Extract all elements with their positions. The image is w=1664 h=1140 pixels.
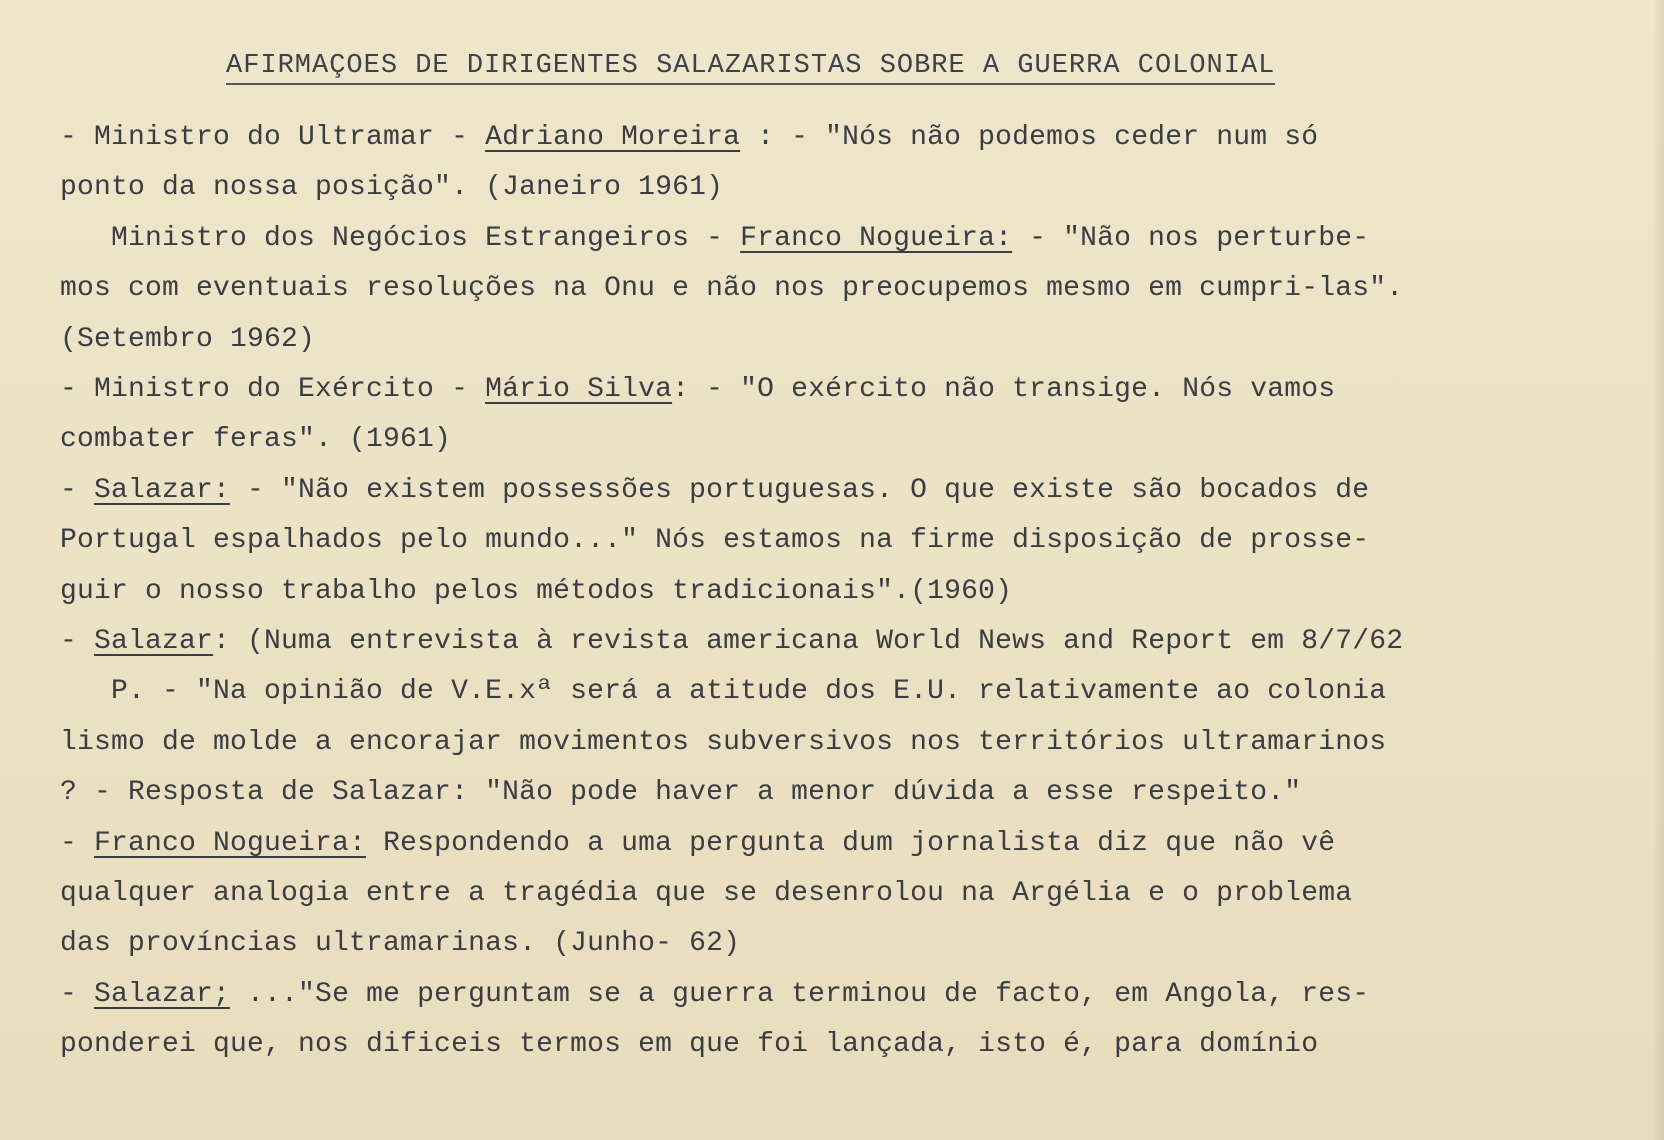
line-text: ? - Resposta de Salazar: "Não pode haver a menor dúvida a esse respeito." <box>60 777 1302 808</box>
line-text: - Ministro do Exército - <box>60 374 486 405</box>
text-line <box>60 269 1403 309</box>
line-text: : - "O exército não transige. Nós vamos <box>672 374 1336 405</box>
line-text: Respondendo a uma pergunta dum jornalista diz que não vê <box>366 828 1336 859</box>
line-text: : - "Nós não podemos ceder num só <box>740 122 1319 153</box>
line-text: - Ministro do Ultramar - <box>60 122 486 153</box>
text-line <box>60 370 1335 410</box>
text-line <box>60 521 1369 561</box>
text-line <box>60 824 1335 864</box>
underlined-name: Franco Nogueira: <box>94 828 367 859</box>
underlined-name: Mário Silva <box>485 374 673 405</box>
document-title: AFIRMAÇOES DE DIRIGENTES SALAZARISTAS SOBRE A GUERRA COLONIAL <box>226 52 1275 85</box>
line-text: ponto da nossa posição". (Janeiro 1961) <box>60 172 724 203</box>
underlined-name: Adriano Moreira <box>485 122 741 153</box>
line-text: - <box>60 626 95 657</box>
text-line <box>60 118 1318 158</box>
line-text: (Setembro 1962) <box>60 324 316 355</box>
line-text: combater feras". (1961) <box>60 424 452 455</box>
text-line <box>60 874 1352 914</box>
text-line <box>60 1025 1318 1065</box>
line-text: qualquer analogia entre a tragédia que se desenrolou na Argélia e o problema <box>60 878 1353 909</box>
line-text: - <box>60 979 95 1010</box>
text-line <box>60 572 1012 612</box>
line-text: - "Não existem possessões portuguesas. O que existe são bocados de <box>230 475 1370 506</box>
line-text: guir o nosso trabalho pelos métodos tradicionais".(1960) <box>60 576 1013 607</box>
line-text: ..."Se me perguntam se a guerra terminou de facto, em Angola, res- <box>230 979 1370 1010</box>
text-line <box>60 420 451 460</box>
text-line <box>60 975 1369 1015</box>
text-line <box>60 622 1403 662</box>
underlined-name: Salazar <box>94 626 214 657</box>
page-edge-shadow <box>1652 0 1664 1140</box>
underlined-name: Franco Nogueira: <box>740 223 1013 254</box>
text-line <box>60 672 1386 712</box>
text-line <box>60 320 315 360</box>
line-text: lismo de molde a encorajar movimentos subversivos nos territórios ultramarinos <box>60 727 1387 758</box>
text-line <box>60 924 740 964</box>
text-line <box>60 168 723 208</box>
line-text: P. - "Na opinião de V.E.xª será a atitude dos E.U. relativamente ao colonia <box>60 676 1387 707</box>
line-text: - <box>60 828 95 859</box>
line-text: ponderei que, nos dificeis termos em que foi lançada, isto é, para domínio <box>60 1029 1319 1060</box>
underlined-name: Salazar: <box>94 475 231 506</box>
text-line <box>60 723 1386 763</box>
text-line <box>60 773 1301 813</box>
text-line <box>60 219 1369 259</box>
line-text: : (Numa entrevista à revista americana World News and Report em 8/7/62 <box>213 626 1404 657</box>
line-text: Portugal espalhados pelo mundo..." Nós estamos na firme disposição de prosse- <box>60 525 1370 556</box>
line-text: - "Não nos perturbe- <box>1012 223 1370 254</box>
underlined-name: Salazar; <box>94 979 231 1010</box>
line-text: mos com eventuais resoluções na Onu e não nos preocupemos mesmo em cumpri-las". <box>60 273 1404 304</box>
line-text: das províncias ultramarinas. (Junho- 62) <box>60 928 741 959</box>
line-text: Ministro dos Negócios Estrangeiros - <box>60 223 741 254</box>
line-text: - <box>60 475 95 506</box>
text-line <box>60 471 1369 511</box>
